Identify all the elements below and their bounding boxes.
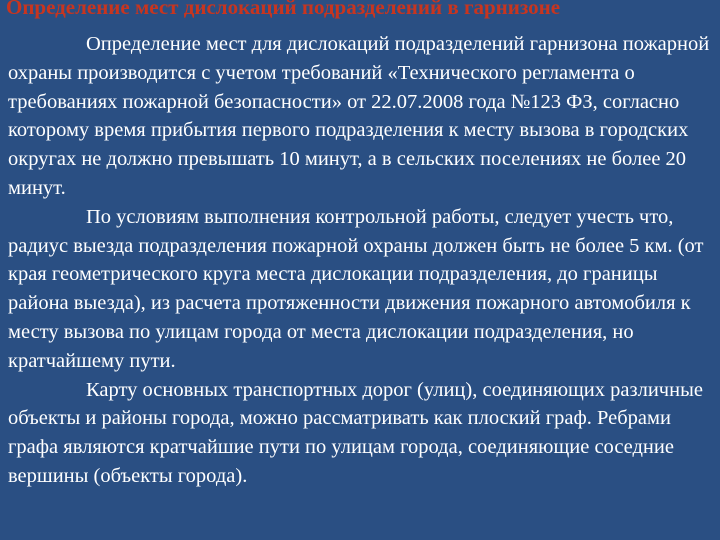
paragraph-graph: Карту основных транспортных дорог (улиц), соединяющих различные объекты и районы города, можно рассматривать как плоский граф. Ребрами графа являются кратчайшие пути по улицам города, соединяющие соседние вершины (объекты города). xyxy=(8,378,703,487)
slide-body xyxy=(8,30,716,491)
paragraph-regulation: Определение мест для дислокаций подразделений гарнизона пожарной охраны производится с учетом требований «Технического регламента о требованиях пожарной безопасности» от 22.07.2008 года №123 ФЗ, согласно которому время прибытия первого подразделения к месту вызова в городских округах не должно превышать 10 минут, а в сельских поселениях не более 20 минут. xyxy=(8,33,710,199)
paragraph-radius: По условиям выполнения контрольной работы, следует учесть что, радиус выезда подразделения пожарной охраны должен быть не более 5 км. (от края геометрического круга места дислокации подразделения, до границы района выезда), из расчета протяженности движения пожарного автомобиля к месту вызова по улицам города от места дислокации подразделения, но кратчайшему пути. xyxy=(8,205,704,372)
slide-title: Определение мест дислокаций подразделений в гарнизоне xyxy=(6,0,561,19)
